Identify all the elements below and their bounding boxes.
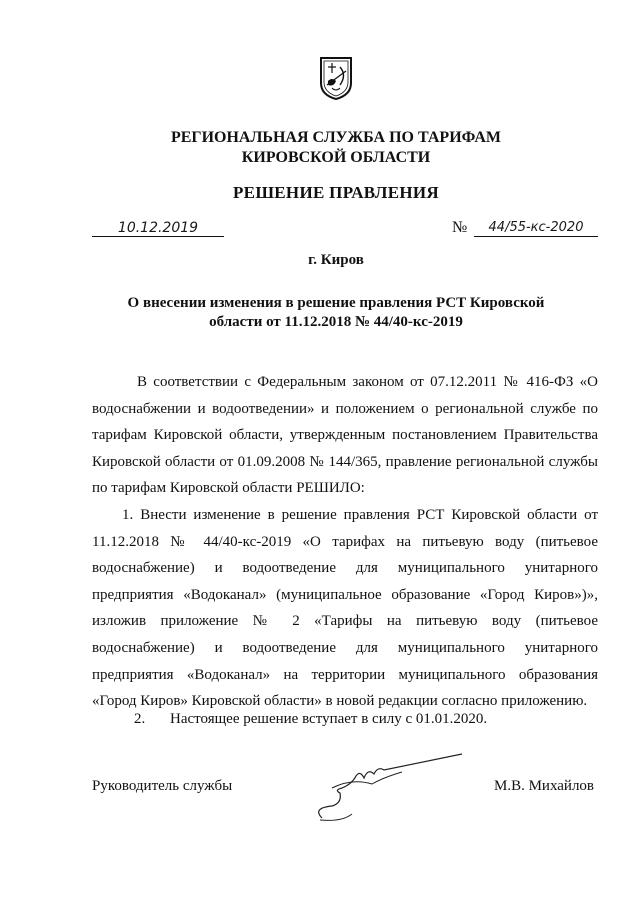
decision-item-1 (92, 502, 598, 715)
coat-of-arms-icon (318, 55, 354, 101)
document-number: 44/55-кс-2020 (474, 220, 598, 237)
org-name-line1: РЕГИОНАЛЬНАЯ СЛУЖБА ПО ТАРИФАМ (170, 129, 502, 146)
document-subject: О внесении изменения в решение правления РСТ Кировской области от 11.12.2018 № 44/40-кс-2019 (127, 295, 545, 330)
document-date: 10.12.2019 (92, 220, 224, 237)
item-text: Внести изменение в решение правления РСТ Кировской области от 11.12.2018 № 44/40-кс-2019 «О тарифах на питьевую воду (питьевое водоснабжение) и водоотведение для муниципального унитарного предприятия «Водоканал» (муниципальное образование «Город Киров»)», изложив приложение № 2 «Тарифы на питьевую воду (питьевое водоснабжение) и водоотведение для муниципального унитарного предприятия «Водоканал» на территории муниципального образования «Город Киров» Кировской области» в новой редакции согласно приложению. (92, 507, 598, 710)
item-number: 2. (134, 711, 146, 727)
item-number: 1. (122, 507, 134, 523)
decision-item-2 (134, 706, 598, 733)
signatory-position: Руководитель службы (92, 778, 233, 794)
document-title: РЕШЕНИЕ ПРАВЛЕНИЯ (233, 183, 439, 202)
item-text: Настоящее решение вступает в силу с 01.01.2020. (170, 711, 488, 727)
org-name-line2: КИРОВСКОЙ ОБЛАСТИ (241, 149, 431, 166)
signature-icon (312, 748, 472, 828)
preamble-paragraph: В соответствии с Федеральным законом от 07.12.2011 № 416-ФЗ «О водоснабжении и водоотведении» и положением о региональной службе по тарифам Кировской области, утвержденным постановлением Правительства Кировской области от 01.09.2008 № 144/365, правление региональной службы по тарифам Кировской области РЕШИЛО: (92, 374, 598, 497)
signatory-name: М.В. Михайлов (494, 778, 595, 794)
city: г. Киров (308, 252, 364, 268)
number-sign: № (452, 219, 468, 236)
